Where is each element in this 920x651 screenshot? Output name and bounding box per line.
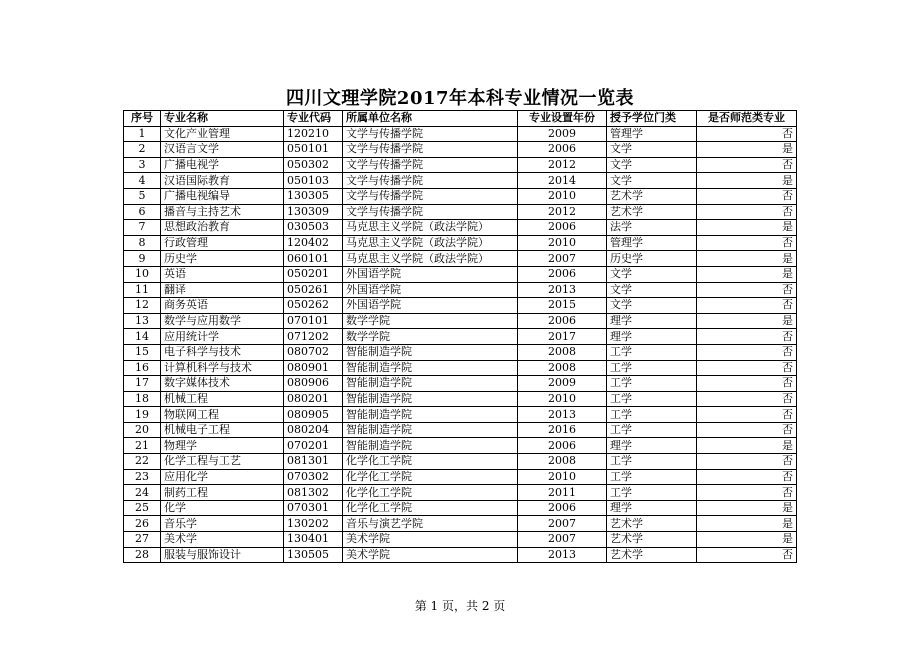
cell-code: 050103	[284, 173, 343, 189]
cell-year: 2013	[518, 407, 607, 423]
cell-code: 070301	[284, 500, 343, 516]
cell-name: 商务英语	[161, 298, 284, 314]
cell-normal: 是	[697, 220, 797, 236]
cell-name: 化学	[161, 500, 284, 516]
cell-name: 汉语言文学	[161, 142, 284, 158]
cell-normal: 否	[697, 282, 797, 298]
cell-unit: 数学学院	[343, 313, 518, 329]
cell-category: 工学	[607, 376, 697, 392]
cell-seq: 20	[124, 422, 161, 438]
cell-name: 文化产业管理	[161, 126, 284, 142]
cell-category: 理学	[607, 329, 697, 345]
cell-code: 120402	[284, 235, 343, 251]
cell-year: 2006	[518, 142, 607, 158]
cell-year: 2008	[518, 360, 607, 376]
cell-category: 文学	[607, 298, 697, 314]
cell-code: 060101	[284, 251, 343, 267]
table-row	[124, 220, 797, 236]
cell-unit: 化学化工学院	[343, 469, 518, 485]
table-row	[124, 142, 797, 158]
table-row	[124, 454, 797, 470]
cell-name: 英语	[161, 266, 284, 282]
cell-seq: 14	[124, 329, 161, 345]
cell-code: 081301	[284, 454, 343, 470]
cell-code: 070302	[284, 469, 343, 485]
cell-name: 机械工程	[161, 391, 284, 407]
cell-normal: 否	[697, 391, 797, 407]
cell-name: 数字媒体技术	[161, 376, 284, 392]
cell-unit: 文学与传播学院	[343, 173, 518, 189]
cell-unit: 文学与传播学院	[343, 188, 518, 204]
cell-code: 080905	[284, 407, 343, 423]
cell-code: 050261	[284, 282, 343, 298]
cell-year: 2007	[518, 532, 607, 548]
cell-name: 思想政治教育	[161, 220, 284, 236]
cell-year: 2006	[518, 220, 607, 236]
cell-normal: 否	[697, 188, 797, 204]
table-row	[124, 157, 797, 173]
cell-code: 130401	[284, 532, 343, 548]
cell-year: 2009	[518, 126, 607, 142]
cell-normal: 否	[697, 376, 797, 392]
cell-year: 2008	[518, 454, 607, 470]
cell-year: 2012	[518, 157, 607, 173]
cell-category: 文学	[607, 282, 697, 298]
cell-normal: 否	[697, 204, 797, 220]
cell-name: 历史学	[161, 251, 284, 267]
cell-category: 工学	[607, 407, 697, 423]
cell-category: 理学	[607, 313, 697, 329]
table-row	[124, 391, 797, 407]
cell-normal: 否	[697, 235, 797, 251]
cell-name: 化学工程与工艺	[161, 454, 284, 470]
cell-unit: 数学学院	[343, 329, 518, 345]
cell-normal: 否	[697, 298, 797, 314]
cell-unit: 外国语学院	[343, 266, 518, 282]
cell-year: 2007	[518, 251, 607, 267]
table-row	[124, 376, 797, 392]
cell-category: 工学	[607, 485, 697, 501]
cell-seq: 9	[124, 251, 161, 267]
cell-category: 法学	[607, 220, 697, 236]
cell-unit: 智能制造学院	[343, 376, 518, 392]
cell-unit: 外国语学院	[343, 282, 518, 298]
table-row	[124, 547, 797, 563]
cell-category: 艺术学	[607, 204, 697, 220]
cell-category: 历史学	[607, 251, 697, 267]
cell-year: 2017	[518, 329, 607, 345]
cell-normal: 否	[697, 485, 797, 501]
cell-year: 2006	[518, 438, 607, 454]
cell-category: 文学	[607, 173, 697, 189]
cell-normal: 否	[697, 157, 797, 173]
cell-seq: 8	[124, 235, 161, 251]
cell-seq: 16	[124, 360, 161, 376]
table-row	[124, 516, 797, 532]
cell-year: 2010	[518, 188, 607, 204]
cell-unit: 化学化工学院	[343, 485, 518, 501]
header-normal: 是否师范类专业	[697, 111, 797, 127]
cell-seq: 23	[124, 469, 161, 485]
table-row	[124, 500, 797, 516]
cell-name: 音乐学	[161, 516, 284, 532]
cell-name: 应用统计学	[161, 329, 284, 345]
cell-seq: 27	[124, 532, 161, 548]
cell-category: 艺术学	[607, 516, 697, 532]
cell-code: 050302	[284, 157, 343, 173]
cell-normal: 是	[697, 251, 797, 267]
header-category: 授予学位门类	[607, 111, 697, 127]
cell-year: 2013	[518, 282, 607, 298]
cell-name: 物联网工程	[161, 407, 284, 423]
cell-code: 130505	[284, 547, 343, 563]
cell-unit: 文学与传播学院	[343, 204, 518, 220]
cell-category: 艺术学	[607, 532, 697, 548]
cell-name: 美术学	[161, 532, 284, 548]
table-row	[124, 329, 797, 345]
cell-year: 2010	[518, 235, 607, 251]
cell-category: 文学	[607, 266, 697, 282]
cell-normal: 是	[697, 532, 797, 548]
cell-seq: 11	[124, 282, 161, 298]
cell-unit: 美术学院	[343, 532, 518, 548]
cell-unit: 智能制造学院	[343, 438, 518, 454]
cell-normal: 是	[697, 500, 797, 516]
cell-seq: 5	[124, 188, 161, 204]
table-body	[124, 126, 797, 563]
table-row	[124, 298, 797, 314]
cell-year: 2013	[518, 547, 607, 563]
cell-unit: 智能制造学院	[343, 344, 518, 360]
cell-name: 播音与主持艺术	[161, 204, 284, 220]
table-row	[124, 438, 797, 454]
cell-code: 130202	[284, 516, 343, 532]
cell-seq: 2	[124, 142, 161, 158]
cell-unit: 智能制造学院	[343, 407, 518, 423]
table-row	[124, 251, 797, 267]
cell-category: 工学	[607, 344, 697, 360]
cell-category: 艺术学	[607, 547, 697, 563]
header-unit: 所属单位名称	[343, 111, 518, 127]
cell-code: 071202	[284, 329, 343, 345]
cell-year: 2006	[518, 500, 607, 516]
cell-unit: 化学化工学院	[343, 454, 518, 470]
cell-year: 2006	[518, 266, 607, 282]
cell-name: 计算机科学与技术	[161, 360, 284, 376]
cell-seq: 6	[124, 204, 161, 220]
cell-name: 应用化学	[161, 469, 284, 485]
cell-code: 050101	[284, 142, 343, 158]
cell-code: 070201	[284, 438, 343, 454]
cell-code: 050262	[284, 298, 343, 314]
cell-seq: 3	[124, 157, 161, 173]
header-row	[124, 111, 797, 127]
cell-normal: 是	[697, 313, 797, 329]
cell-name: 汉语国际教育	[161, 173, 284, 189]
cell-category: 理学	[607, 500, 697, 516]
cell-name: 广播电视学	[161, 157, 284, 173]
cell-category: 理学	[607, 438, 697, 454]
cell-unit: 外国语学院	[343, 298, 518, 314]
table-row	[124, 485, 797, 501]
cell-normal: 否	[697, 454, 797, 470]
cell-unit: 文学与传播学院	[343, 126, 518, 142]
cell-year: 2011	[518, 485, 607, 501]
cell-unit: 文学与传播学院	[343, 157, 518, 173]
cell-year: 2010	[518, 391, 607, 407]
cell-normal: 否	[697, 344, 797, 360]
cell-seq: 4	[124, 173, 161, 189]
cell-normal: 否	[697, 422, 797, 438]
table-row	[124, 188, 797, 204]
cell-category: 文学	[607, 142, 697, 158]
cell-normal: 是	[697, 516, 797, 532]
cell-name: 电子科学与技术	[161, 344, 284, 360]
cell-category: 工学	[607, 422, 697, 438]
cell-normal: 是	[697, 266, 797, 282]
cell-year: 2010	[518, 469, 607, 485]
table-row	[124, 344, 797, 360]
table-row	[124, 235, 797, 251]
table-row	[124, 469, 797, 485]
cell-seq: 24	[124, 485, 161, 501]
header-code: 专业代码	[284, 111, 343, 127]
cell-category: 艺术学	[607, 188, 697, 204]
cell-normal: 否	[697, 407, 797, 423]
cell-unit: 音乐与演艺学院	[343, 516, 518, 532]
cell-code: 030503	[284, 220, 343, 236]
cell-category: 工学	[607, 391, 697, 407]
cell-seq: 12	[124, 298, 161, 314]
cell-name: 服装与服饰设计	[161, 547, 284, 563]
cell-code: 130305	[284, 188, 343, 204]
cell-category: 工学	[607, 469, 697, 485]
table-row	[124, 407, 797, 423]
cell-category: 工学	[607, 360, 697, 376]
cell-year: 2009	[518, 376, 607, 392]
cell-normal: 否	[697, 329, 797, 345]
cell-year: 2008	[518, 344, 607, 360]
cell-code: 080204	[284, 422, 343, 438]
cell-category: 文学	[607, 157, 697, 173]
cell-unit: 马克思主义学院（政法学院）	[343, 251, 518, 267]
cell-seq: 7	[124, 220, 161, 236]
cell-year: 2007	[518, 516, 607, 532]
table-row	[124, 126, 797, 142]
cell-unit: 美术学院	[343, 547, 518, 563]
cell-unit: 马克思主义学院（政法学院）	[343, 220, 518, 236]
table-row	[124, 282, 797, 298]
cell-seq: 26	[124, 516, 161, 532]
table-row	[124, 266, 797, 282]
cell-name: 行政管理	[161, 235, 284, 251]
cell-year: 2012	[518, 204, 607, 220]
cell-year: 2006	[518, 313, 607, 329]
cell-code: 080901	[284, 360, 343, 376]
majors-table	[123, 110, 797, 563]
header-name: 专业名称	[161, 111, 284, 127]
cell-normal: 否	[697, 360, 797, 376]
cell-normal: 是	[697, 173, 797, 189]
table-row	[124, 313, 797, 329]
cell-unit: 马克思主义学院（政法学院）	[343, 235, 518, 251]
cell-code: 130309	[284, 204, 343, 220]
cell-seq: 22	[124, 454, 161, 470]
cell-seq: 13	[124, 313, 161, 329]
cell-name: 广播电视编导	[161, 188, 284, 204]
page-footer: 第 1 页，共 2 页	[414, 599, 506, 613]
cell-unit: 智能制造学院	[343, 360, 518, 376]
cell-name: 制药工程	[161, 485, 284, 501]
cell-seq: 25	[124, 500, 161, 516]
table-row	[124, 204, 797, 220]
cell-seq: 10	[124, 266, 161, 282]
cell-name: 翻译	[161, 282, 284, 298]
cell-category: 工学	[607, 454, 697, 470]
cell-seq: 18	[124, 391, 161, 407]
cell-seq: 15	[124, 344, 161, 360]
cell-unit: 文学与传播学院	[343, 142, 518, 158]
document-title: 四川文理学院2017年本科专业情况一览表	[285, 88, 635, 109]
cell-code: 080702	[284, 344, 343, 360]
cell-code: 070101	[284, 313, 343, 329]
table-row	[124, 173, 797, 189]
cell-name: 物理学	[161, 438, 284, 454]
header-seq: 序号	[124, 111, 161, 127]
cell-seq: 21	[124, 438, 161, 454]
cell-code: 080906	[284, 376, 343, 392]
table-row	[124, 532, 797, 548]
cell-normal: 是	[697, 438, 797, 454]
cell-year: 2016	[518, 422, 607, 438]
cell-code: 120210	[284, 126, 343, 142]
cell-name: 数学与应用数学	[161, 313, 284, 329]
cell-unit: 化学化工学院	[343, 500, 518, 516]
cell-seq: 28	[124, 547, 161, 563]
cell-normal: 否	[697, 547, 797, 563]
cell-year: 2014	[518, 173, 607, 189]
cell-category: 管理学	[607, 235, 697, 251]
cell-category: 管理学	[607, 126, 697, 142]
cell-unit: 智能制造学院	[343, 391, 518, 407]
cell-normal: 是	[697, 142, 797, 158]
cell-code: 081302	[284, 485, 343, 501]
table-row	[124, 422, 797, 438]
cell-normal: 否	[697, 126, 797, 142]
cell-normal: 否	[697, 469, 797, 485]
cell-seq: 1	[124, 126, 161, 142]
cell-seq: 19	[124, 407, 161, 423]
header-year: 专业设置年份	[518, 111, 607, 127]
cell-seq: 17	[124, 376, 161, 392]
cell-name: 机械电子工程	[161, 422, 284, 438]
cell-code: 050201	[284, 266, 343, 282]
cell-unit: 智能制造学院	[343, 422, 518, 438]
table-row	[124, 360, 797, 376]
cell-code: 080201	[284, 391, 343, 407]
cell-year: 2015	[518, 298, 607, 314]
